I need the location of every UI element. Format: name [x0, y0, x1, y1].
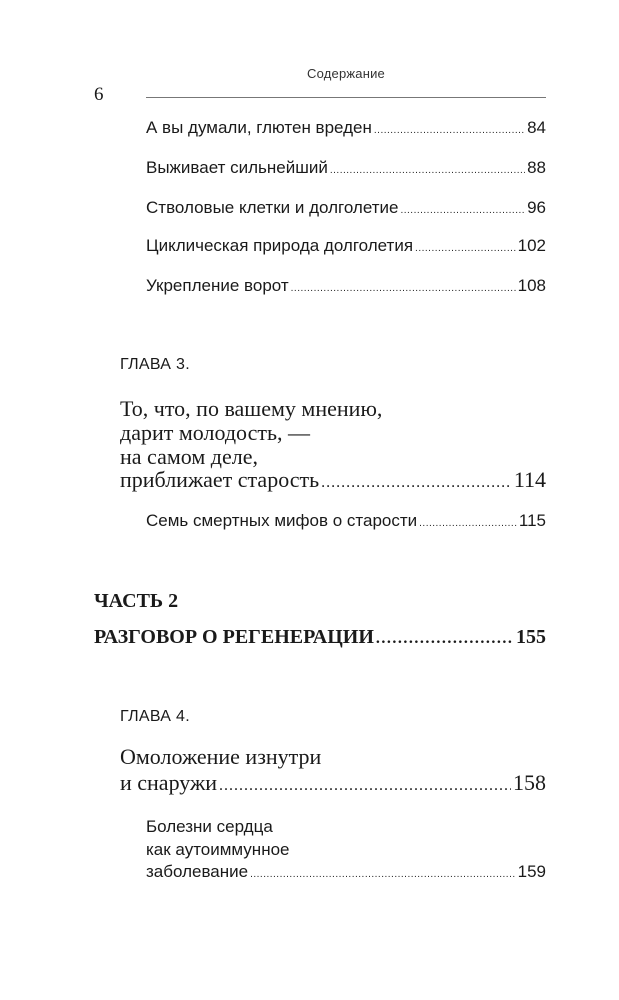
leader-dots: [400, 205, 525, 216]
leader-dots: [415, 243, 516, 254]
chapter-label: ГЛАВА 3.: [120, 356, 190, 373]
toc-entry: [146, 158, 546, 178]
toc-entry-title: Выживает сильнейший: [146, 158, 328, 177]
header-rule: [146, 97, 546, 98]
part-entry: [94, 626, 546, 649]
part-label: ЧАСТЬ 2: [94, 590, 179, 612]
toc-entry-title: Циклическая природа долголетия: [146, 236, 414, 255]
part-page: 155: [516, 626, 546, 648]
leader-dots: [321, 474, 512, 492]
chapter-page: 114: [513, 467, 546, 492]
toc-entry-title: Укрепление ворот: [146, 276, 289, 295]
toc-entry-page: 102: [517, 236, 546, 255]
chapter-title-line: на самом деле,: [120, 444, 258, 469]
leader-dots: [219, 777, 511, 795]
toc-entry-page: 159: [517, 862, 546, 881]
leader-dots: [376, 630, 514, 648]
leader-dots: [374, 125, 525, 136]
part-title: РАЗГОВОР О РЕГЕНЕРАЦИИ: [94, 626, 374, 648]
toc-entry-page: 84: [527, 118, 546, 137]
toc-entry-page: 108: [517, 276, 546, 295]
toc-entry-page: 96: [527, 198, 546, 217]
leader-dots: [250, 869, 516, 880]
toc-entry-title-line: как аутоиммунное: [146, 840, 290, 859]
chapter-page: 158: [513, 770, 546, 795]
chapter-title-last-line: и снаружи: [120, 770, 217, 795]
toc-entry-page: 115: [518, 511, 546, 530]
toc-entry-page: 88: [527, 158, 546, 177]
leader-dots: [330, 165, 525, 176]
toc-entry: [146, 862, 546, 882]
chapter-title-line: дарит молодость, —: [120, 420, 310, 445]
toc-entry: [146, 118, 546, 138]
toc-entry-title: Стволовые клетки и долголетие: [146, 198, 399, 217]
toc-entry-title-line: Болезни сердца: [146, 817, 273, 836]
chapter-entry: [120, 770, 546, 796]
toc-entry: [146, 236, 546, 256]
page-number: 6: [94, 84, 104, 105]
running-head: Содержание: [307, 66, 385, 81]
chapter-title-line: Омоложение изнутри: [120, 744, 322, 769]
toc-entry: [146, 276, 546, 296]
chapter-title-last-line: приближает старость: [120, 467, 320, 492]
chapter-entry: [120, 467, 546, 493]
leader-dots: [419, 518, 517, 529]
chapter-title-line: То, что, по вашему мнению,: [120, 396, 383, 421]
toc-entry: [146, 198, 546, 218]
toc-entry: [146, 511, 546, 531]
toc-entry-title-last-line: заболевание: [146, 862, 249, 881]
leader-dots: [291, 283, 516, 294]
toc-entry-title: Семь смертных мифов о старости: [146, 511, 418, 530]
chapter-label: ГЛАВА 4.: [120, 708, 190, 725]
toc-entry-title: А вы думали, глютен вреден: [146, 118, 372, 137]
